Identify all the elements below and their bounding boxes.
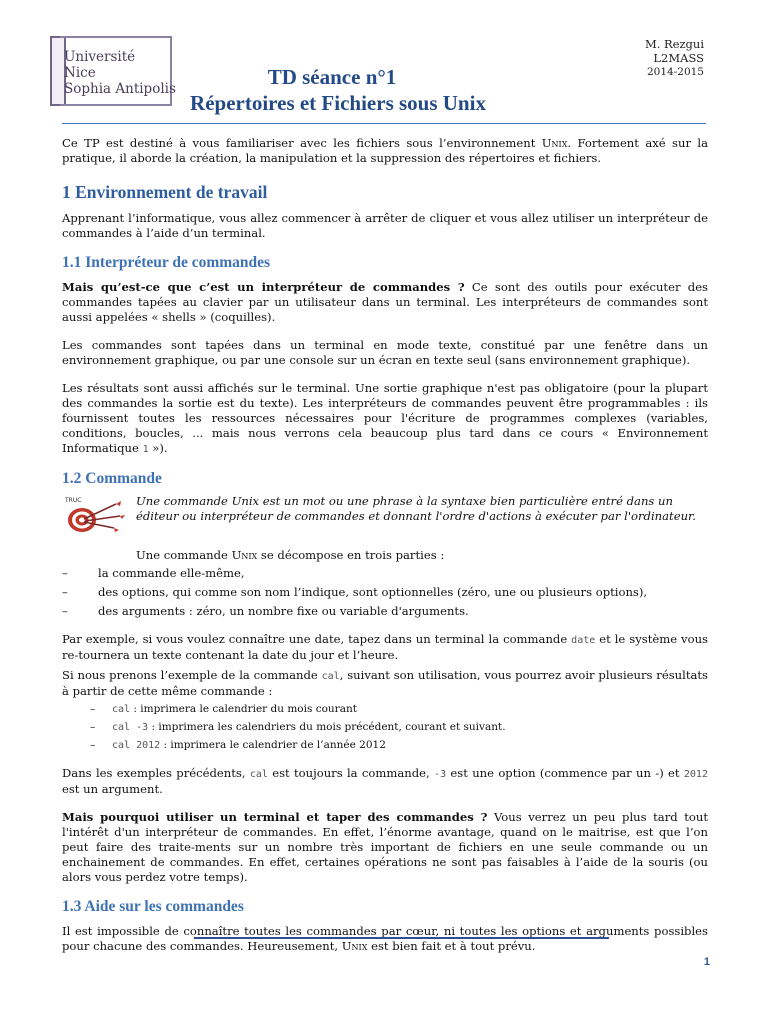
results-paragraph: Les résultats sont aussi affichés sur le terminal. Une sortie graphique n'est pas obligatoire (pour la plupart des commandes la sortie est du texte). Les interpréteurs de commandes peuvent être programmables : ils fournissent toutes les ressources nécessaires pour l'écriture de programmes complexes (variables, conditions, boucles, ... mais nous verrons cela beaucoup plus tard dans ce cours « Environnement Informatique 1 »). [62, 381, 708, 455]
examples-explanation: Dans les exemples précédents, cal est toujours la commande, -3 est une option (commence par un -) et 2012 est un argument. [62, 766, 708, 796]
title-line-1: TD séance n°1 [267, 65, 397, 89]
list-item: – cal 2012 : imprimera le calendrier de l’année 2012 [90, 739, 386, 751]
tip-label: TRUC [65, 497, 82, 504]
tip-text: Une commande Unix est un mot ou une phrase à la syntaxe bien particulière entré dans un éditeur ou interpréteur de commandes et donnant l'ordre d'actions à exécuter par l'ordinateur. [136, 494, 696, 523]
header-divider [62, 123, 706, 124]
section-1-heading: 1 Environnement de travail [62, 182, 268, 202]
intro-paragraph: Ce TP est destiné à vous familiariser avec les fichiers sous l’environnement Unix. Fortement axé sur la pratique, il aborde la création, la manipulation et la suppression des répertoires et fichiers. [62, 136, 708, 165]
cal-examples-list [62, 702, 708, 753]
list-item: – la commande elle-même, [62, 566, 245, 580]
page-title [0, 64, 768, 116]
target-arrows-icon [64, 494, 126, 534]
author-name: M. Rezgui [644, 37, 704, 51]
list-item: – des arguments : zéro, un nombre fixe ou variable d'arguments. [62, 604, 469, 618]
academic-year: 2014-2015 [647, 66, 704, 78]
section-1-1-heading: 1.1 Interpréteur de commandes [62, 254, 271, 271]
section-1-2-heading: 1.2 Commande [62, 470, 162, 487]
shell-definition-paragraph: Mais qu’est-ce que c’est un interpréteur de commandes ? Ce sont des outils pour exécuter des commandes tapées au clavier par un utilisateur dans un terminal. Les interpréteurs de commandes sont aussi appelées « shells » (coquilles). [62, 280, 709, 324]
command-decomposition: Une commande Unix se décompose en trois parties : [136, 548, 445, 562]
page-number: 1 [703, 956, 710, 968]
date-example-paragraph: Par exemple, si vous voulez connaître une date, tapez dans un terminal la commande date et le système vous re-tournera un texte contenant la date du jour et l’heure. [62, 632, 708, 662]
command-parts-list [62, 566, 708, 619]
section-1-paragraph: Apprenant l’informatique, vous allez commencer à arrêter de cliquer et vous allez utiliser un interpréteur de commandes à l’aide d’un terminal. [62, 211, 708, 240]
logo-line-universite: Université [64, 49, 136, 65]
document-body [62, 136, 708, 954]
list-item: – cal -3 : imprimera les calendriers du mois précédent, courant et suivant. [90, 721, 506, 733]
footer-divider [194, 937, 609, 939]
tip-box [62, 494, 708, 542]
list-item: – cal : imprimera le calendrier du mois courant [90, 703, 357, 715]
logo-line-nice: Nice [64, 65, 96, 81]
logo-line-sophia: Sophia Antipolis [64, 81, 176, 97]
help-paragraph: Il est impossible de connaître toutes les commandes par cœur, ni toutes les options et arguments possibles pour chacune des commandes. Heureusement, Unix est bien fait et à tout prévu. [62, 924, 708, 953]
list-item: – des options, qui comme son nom l’indique, sont optionnelles (zéro, une ou plusieurs options), [62, 585, 648, 599]
title-line-2: Répertoires et Fichiers sous Unix [190, 91, 486, 115]
course-name: L2MASS [653, 51, 704, 65]
terminal-paragraph: Les commandes sont tapées dans un terminal en mode texte, constitué par une fenêtre dans un environnement graphique, ou par une console sur un écran en texte seul (sans environnement graphique). [62, 338, 708, 367]
why-terminal-paragraph: Mais pourquoi utiliser un terminal et taper des commandes ? Vous verrez un peu plus tard tout l'intérêt d'un interpréteur de commandes. En effet, l’énorme avantage, quand on le maitrise, est que l’on peut faire des traite-ments sur un nombre très important de fichiers en une seule commande ou un enchainement de commandes. En effet, certaines opérations ne sont pas faisables à l’aide de la souris (ou alors vous perdez votre temps). [62, 810, 708, 884]
cal-example-paragraph: Si nous prenons l’exemple de la commande cal, suivant son utilisation, vous pourrez avoir plusieurs résultats à partir de cette même commande : [62, 668, 709, 698]
section-1-3-heading: 1.3 Aide sur les commandes [62, 898, 244, 915]
